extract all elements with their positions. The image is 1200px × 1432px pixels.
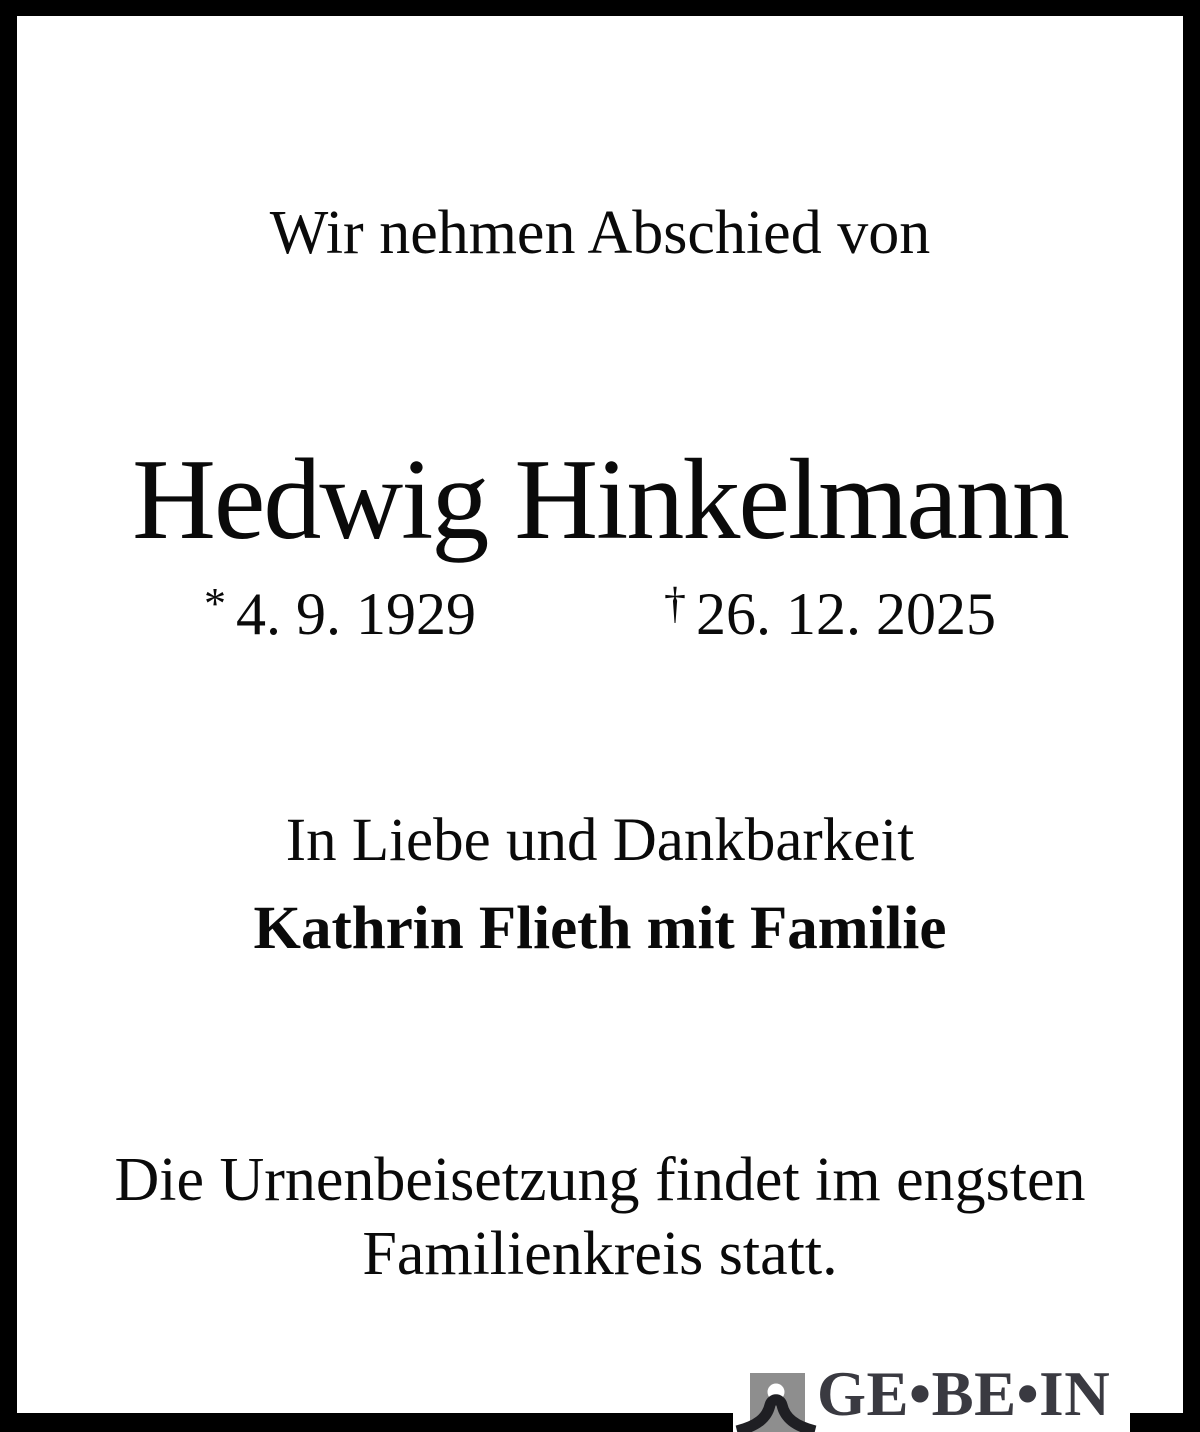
death-date: 26. 12. 2025	[696, 581, 996, 647]
funeral-info	[17, 1143, 1183, 1291]
life-dates	[17, 579, 1183, 647]
gebein-logo	[733, 1368, 1130, 1432]
birth-star-symbol: *	[204, 579, 226, 628]
funeral-info-line-2: Familienkreis statt.	[362, 1220, 838, 1288]
funeral-info-line-1: Die Urnenbeisetzung findet im engsten	[114, 1146, 1086, 1214]
mourners-line: Kathrin Flieth mit Familie	[253, 895, 947, 962]
tribute-line: In Liebe und Dankbarkeit	[285, 807, 915, 874]
farewell-intro: Wir nehmen Abschied von	[269, 199, 931, 267]
death-date-group	[664, 579, 996, 647]
death-dagger-symbol: †	[664, 579, 686, 628]
gebein-figure-icon	[733, 1368, 823, 1432]
birth-date-group	[204, 579, 476, 647]
obituary-sheet	[17, 16, 1183, 1413]
birth-date: 4. 9. 1929	[236, 581, 476, 647]
deceased-name: Hedwig Hinkelmann	[132, 436, 1068, 564]
gebein-wordmark: GE•BE•IN	[817, 1368, 1111, 1429]
